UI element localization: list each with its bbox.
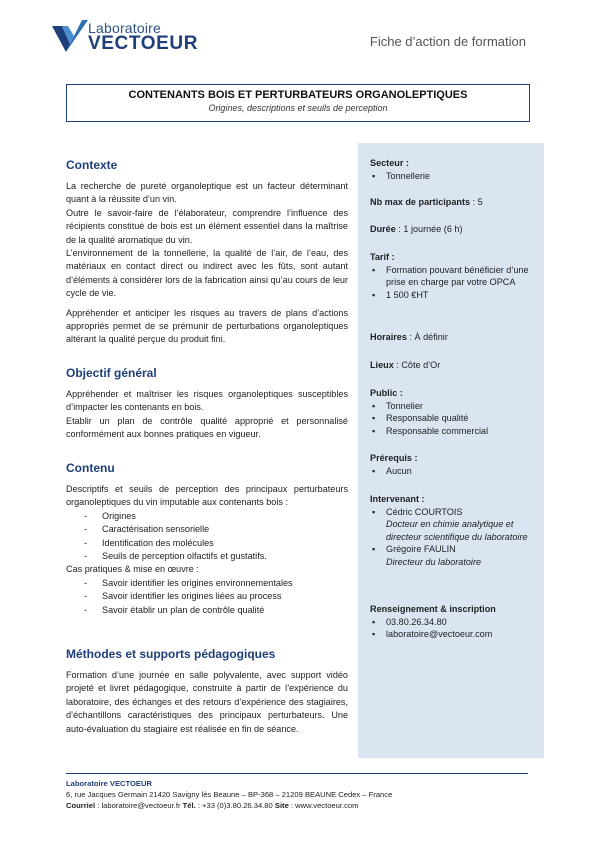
section-heading: Méthodes et supports pédagogiques (66, 647, 276, 661)
list-item: ▪ Tonnellerie (370, 170, 538, 183)
list-item: ▪ Formation pouvant bénéficier d’une prise en charge par votre OPCA (370, 264, 538, 289)
list-item: - Seuils de perception olfactifs et gustatifs. (84, 550, 348, 563)
list-item: ▪ Responsable commercial (370, 425, 538, 438)
title-box (66, 84, 530, 122)
list-item: - Identification des molécules (84, 537, 348, 550)
list-item: ▪ laboratoire@vectoeur.com (370, 628, 538, 641)
dash-list (66, 577, 348, 617)
section-contexte (66, 158, 348, 347)
dash-list (66, 510, 348, 564)
paragraph: La recherche de pureté organoleptique est un facteur déterminant quant à la réussite d’un vin. (66, 181, 348, 205)
list-item: - Savoir établir un plan de contrôle qualité (84, 604, 348, 617)
section-heading: Contexte (66, 158, 118, 172)
list-item: - Savoir identifier les origines liées au process (84, 590, 348, 603)
paragraph: L’environnement de la tonnellerie, la qualité de l’air, de l’eau, des matériaux en contact direct ou indirect avec les fûts, sont autant d’éléments à considérer lors de la fabrication ainsi qu’au cours de leur cycle de vie. (66, 248, 348, 299)
footer-contacts: Courriel : laboratoire@vectoeur.fr Tél. : +33 (0)3.80.26.34.80 Site : www.vectoeur.com (66, 801, 359, 810)
list-item: - Caractérisation sensorielle (84, 523, 348, 536)
info-horaires: Horaires : À définir (370, 332, 448, 342)
info-public: Public : ▪ Tonnelier ▪ Responsable qualité ▪ Responsable commercial (370, 387, 538, 437)
section-contenu (66, 461, 348, 617)
footer-org: Laboratoire VECTOEUR (66, 779, 152, 788)
brand-line1: Laboratoire (88, 20, 162, 36)
list-item: ▪ 1 500 €HT (370, 289, 538, 302)
list-item: ▪ Cédric COURTOIS (370, 506, 538, 519)
section-heading: Objectif général (66, 366, 157, 380)
paragraph: Outre le savoir-faire de l’élaborateur, comprendre l’influence des récipients constitué de bois est un élément essentiel dans la maîtrise de la qualité aromatique du vin. (66, 207, 348, 245)
paragraph: Etablir un plan de contrôle qualité approprié et personnalisé conformément aux bonnes pratiques en vigueur. (66, 415, 348, 440)
info-nb-participants: Nb max de participants : 5 (370, 197, 483, 207)
info-lieux: Lieux : Côte d’Or (370, 360, 441, 370)
section-objectif (66, 366, 348, 442)
section-methodes (66, 647, 348, 736)
info-secteur: Secteur : ▪ Tonnellerie (370, 157, 538, 182)
list-item: - Origines (84, 510, 348, 523)
brand-logo (52, 14, 222, 58)
footer (66, 778, 392, 811)
paragraph: Appréhender et maîtriser les risques organoleptiques susceptibles d’impacter les contenants en bois. (66, 389, 348, 413)
intervenant-role: Docteur en chimie analytique et directeur scientifique du laboratoire (386, 519, 528, 542)
list-item: - Savoir identifier les origines environnementales (84, 577, 348, 590)
list-item: ▪ 03.80.26.34.80 (370, 616, 538, 629)
info-intervenant: Intervenant : ▪ Cédric COURTOIS Docteur en chimie analytique et directeur scientifique du laboratoire ▪ Grégoire FAULIN Directeur du laboratoire (370, 493, 538, 569)
paragraph: Descriptifs et seuils de perception des principaux perturbateurs organoleptiques du vin imputable aux contenants bois : (66, 484, 348, 508)
info-contact: Renseignement & inscription ▪ 03.80.26.34.80 ▪ laboratoire@vectoeur.com (370, 603, 538, 641)
paragraph: Appréhender et anticiper les risques au travers de plans d’actions appropriés permet de se prémunir de perturbations organoleptiques altérant la qualité perçue du produit fini. (66, 307, 348, 345)
list-item: ▪ Responsable qualité (370, 412, 538, 425)
info-panel (358, 143, 544, 758)
footer-divider (66, 773, 528, 774)
vectoeur-logo-icon (52, 18, 88, 54)
page-title: CONTENANTS BOIS ET PERTURBATEURS ORGANOLEPTIQUES (128, 89, 468, 101)
list-item: ▪ Grégoire FAULIN (370, 543, 538, 556)
info-prerequis: Prérequis : ▪ Aucun (370, 452, 538, 477)
list-item: ▪ Tonnelier (370, 400, 538, 413)
info-duree: Durée : 1 journée (6 h) (370, 224, 463, 234)
page-subtitle: Origines, descriptions et seuils de perception (208, 103, 388, 113)
document-type: Fiche d’action de formation (369, 34, 526, 49)
paragraph: Cas pratiques & mise en œuvre : (66, 564, 199, 575)
brand-line2: VECTOEUR (88, 33, 199, 54)
section-heading: Contenu (66, 461, 115, 475)
intervenant-role: Directeur du laboratoire (386, 556, 482, 567)
paragraph: Formation d’une journée en salle polyvalente, avec support vidéo projeté et livret pédagogique, construite à partir de l’expérience du laboratoire, des échanges et des retours d’expérience des stagiaires, d’échantillons caractéristiques des principaux perturbateurs. Une auto-évaluation du stagiaire est réalisée en fin de séance. (66, 670, 348, 734)
info-tarif: Tarif : ▪ Formation pouvant bénéficier d’une prise en charge par votre OPCA ▪ 1 500 €HT (370, 251, 538, 301)
list-item: ▪ Aucun (370, 465, 538, 478)
footer-address: 6, rue Jacques Germain 21420 Savigny lès Beaune – BP-368 – 21209 BEAUNE Cedex – France (66, 790, 393, 799)
